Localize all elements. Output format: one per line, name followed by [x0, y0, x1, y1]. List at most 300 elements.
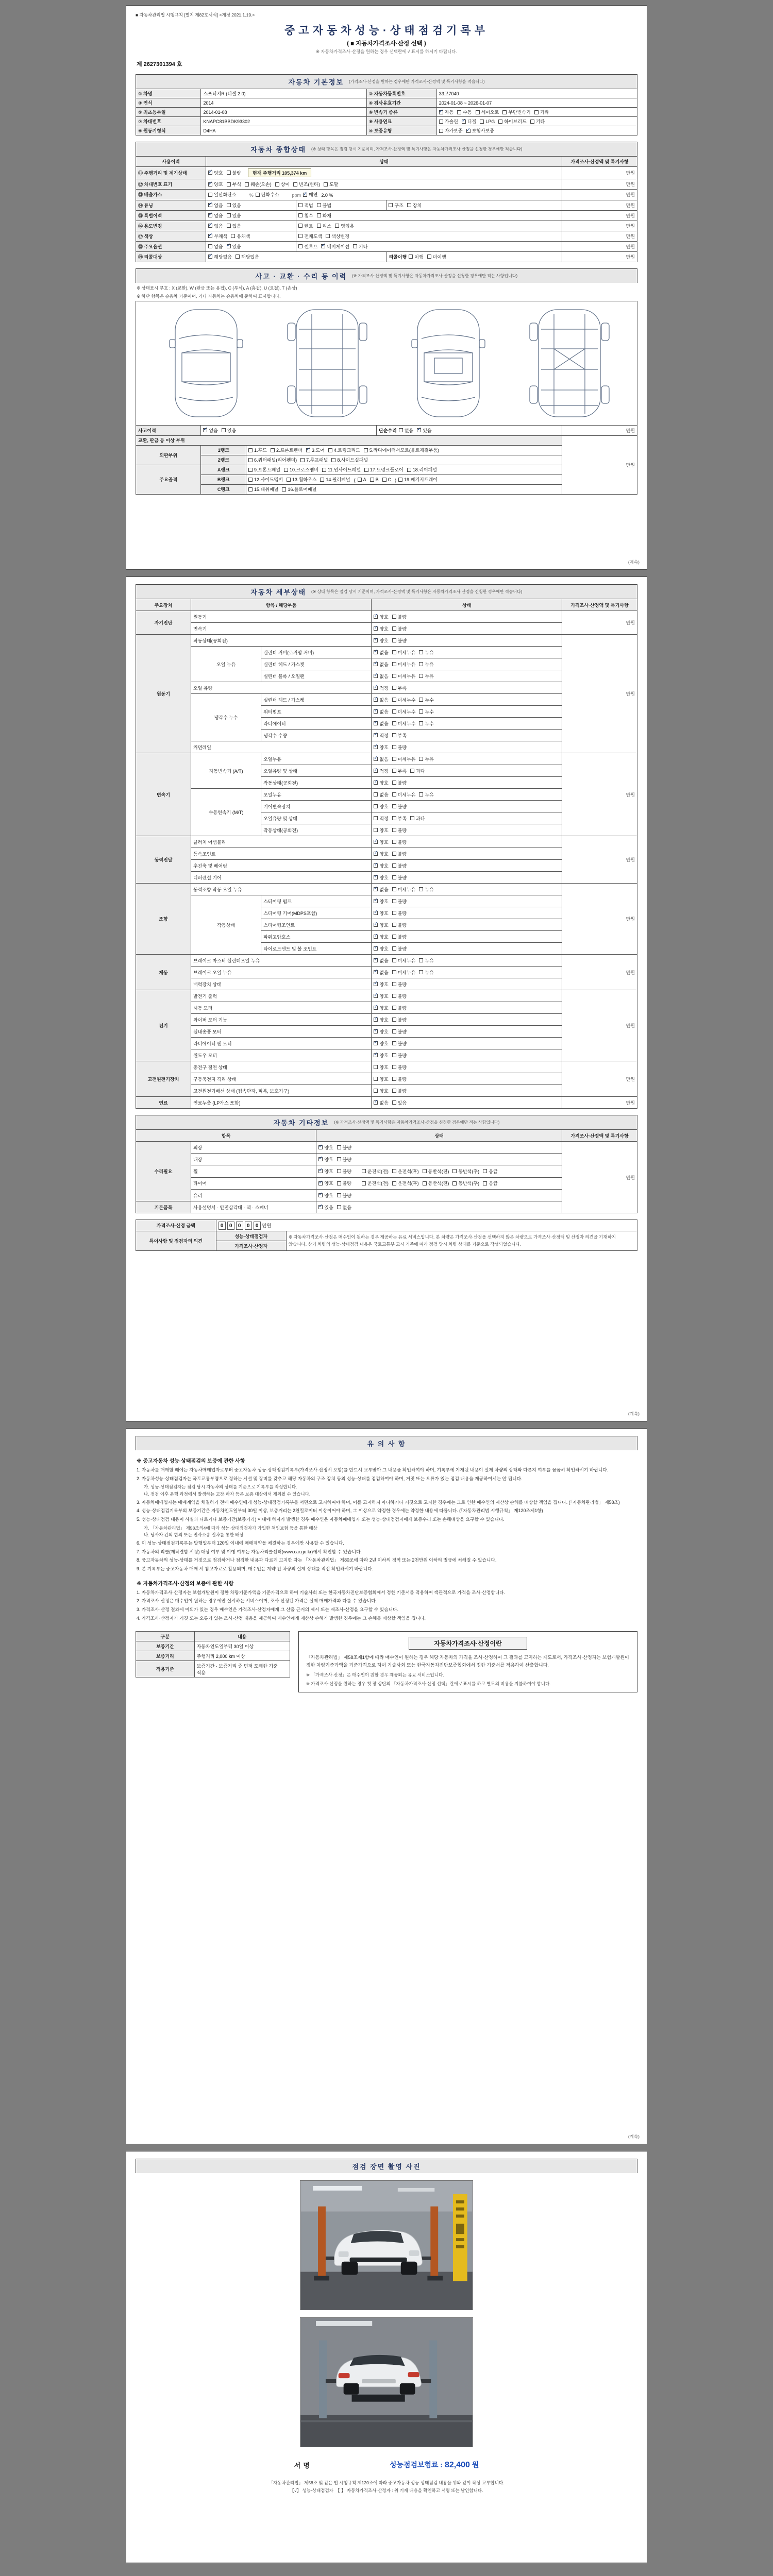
checkbox-label: 적법 — [304, 202, 313, 208]
table-cell: 상태 — [316, 1130, 562, 1142]
checkbox-label: 해당있음 — [241, 254, 259, 260]
checkbox-label: 누유 — [425, 970, 434, 975]
checkbox-option — [392, 1005, 407, 1011]
unchecked-checkbox-icon — [427, 255, 431, 259]
checkbox-option — [374, 934, 388, 940]
checkbox-option — [392, 756, 416, 762]
table-row — [136, 126, 637, 135]
checkbox-label: 불량 — [342, 1145, 352, 1150]
checkbox-option — [423, 1168, 449, 1175]
table-cell: 가격조사·산정 금액 — [136, 1220, 216, 1231]
checkbox-label: 없음 — [379, 721, 389, 726]
checkbox-option — [392, 673, 416, 680]
checkbox-label: 양호 — [379, 934, 389, 940]
checked-checkbox-icon — [374, 899, 378, 903]
unchecked-checkbox-icon — [410, 769, 414, 773]
unchecked-checkbox-icon — [483, 1181, 487, 1185]
checkbox-option — [374, 1099, 388, 1106]
table-cell: 디퍼렌셜 기어 — [191, 872, 372, 884]
table-cell — [372, 635, 562, 647]
checkbox-label: 기타 — [540, 110, 549, 115]
section-title-notices: 유 의 사 항 — [367, 1440, 406, 1448]
checkbox-option — [227, 202, 241, 209]
unchecked-checkbox-icon — [392, 626, 396, 631]
table-row — [136, 884, 637, 895]
table-cell: 자동변속기 (A/T) — [191, 753, 261, 789]
checkbox-option — [419, 708, 433, 715]
table-cell: 오일 누유 — [191, 647, 261, 682]
unchecked-checkbox-icon — [389, 203, 393, 207]
table-cell: 고전원전기배선 상태 (접속단자, 피복, 보호기구) — [191, 1085, 372, 1097]
checkbox-option — [231, 233, 250, 240]
table-cell: 사용설명서 · 안전삼각대 · 잭 · 스패너 — [191, 1201, 316, 1213]
unchecked-checkbox-icon — [392, 875, 396, 879]
definition-title: 자동차가격조사·산정이란 — [409, 1637, 527, 1650]
checkbox-label: 유채색 — [237, 233, 250, 239]
checkbox-label: 미세누유 — [397, 970, 416, 975]
unchecked-checkbox-icon — [374, 816, 378, 820]
checkbox-option — [374, 898, 388, 905]
table-cell: 만원 — [562, 200, 637, 210]
unchecked-checkbox-icon — [227, 213, 231, 217]
checked-checkbox-icon — [466, 129, 470, 133]
checkbox-option — [392, 1099, 407, 1106]
checked-checkbox-icon — [374, 615, 378, 619]
table-cell: ⑫ 차대번호 표기 — [136, 179, 206, 190]
checkbox-label: 불량 — [342, 1168, 352, 1174]
checkbox-label: 도말 — [329, 182, 339, 187]
table-cell: 작동상태 — [191, 895, 261, 955]
checkbox-label: 양호 — [379, 827, 389, 833]
table-cell: 구동축전지 격리 상태 — [191, 1073, 372, 1085]
definition-note-2: ※ 가격조사·산정을 원하는 경우 첫 장 상단의 「자동차가격조사·산정 선택」란에 √ 표시를 하고 별도의 비용을 지불하여야 합니다. — [306, 1681, 551, 1686]
unchecked-checkbox-icon — [392, 1100, 396, 1105]
unchecked-checkbox-icon — [392, 935, 396, 939]
table-row — [136, 1220, 637, 1231]
notices-body — [136, 1456, 637, 1622]
unchecked-checkbox-icon — [392, 781, 396, 785]
checkbox-option — [208, 233, 227, 240]
checkbox-option — [392, 661, 416, 668]
digit-box: 0 — [219, 1222, 226, 1230]
unchecked-checkbox-icon — [335, 224, 339, 228]
checked-checkbox-icon — [374, 721, 378, 725]
checkbox-option — [318, 1156, 333, 1163]
inspection-photo-front — [300, 2180, 473, 2310]
unchecked-checkbox-icon — [534, 110, 539, 114]
table-cell: 만원 — [562, 241, 637, 251]
table-row — [136, 231, 637, 241]
checked-checkbox-icon — [208, 224, 212, 228]
table-cell: 변속기 — [191, 623, 372, 635]
checkbox-option — [392, 910, 407, 917]
table-cell — [372, 1073, 562, 1085]
checkbox-option — [374, 791, 388, 798]
unchecked-checkbox-icon — [227, 171, 231, 175]
text: 만원 — [262, 1223, 272, 1228]
table-cell: 스티어링 펌프 — [261, 895, 372, 907]
checkbox-option — [298, 243, 317, 250]
checkbox-label: 불량 — [397, 780, 407, 786]
digit-box: 0 — [236, 1222, 243, 1230]
checkbox-label: 8.사이드실패널 — [337, 457, 368, 463]
checkbox-option — [417, 427, 431, 434]
checkbox-option — [337, 1144, 351, 1151]
checkbox-option — [419, 673, 433, 680]
unchecked-checkbox-icon — [245, 182, 249, 187]
checkbox-label: 없음 — [379, 697, 389, 703]
unchecked-checkbox-icon — [419, 958, 423, 962]
table-cell: 커먼레일 — [191, 741, 372, 753]
checkbox-option — [483, 1168, 497, 1175]
table-cell: 만원 — [562, 611, 637, 635]
table-row — [136, 435, 637, 445]
checkbox-option — [374, 732, 388, 739]
unchecked-checkbox-icon — [231, 234, 235, 238]
checkbox-option — [392, 1052, 407, 1059]
definition-body: 「자동차관리법」 제58조제1항에 따라 매수인이 원하는 경우 해당 자동차의 가격을 조사·산정하여 그 결과를 고지하는 제도로서, 가격조사·산정자는 보험개발원이 정한 차량기준가액을 기준가격으로 하여 기술사회 또는 한국자동차진단보증협회에서 정한 기준서를 적용하여 산출합니다. — [306, 1655, 629, 1668]
checkbox-label: 누유 — [425, 792, 434, 798]
footer-note-2: 【√】 성능·상태점검자 【 】 자동차가격조사·산정자 : 위 기재 내용을 확인하고 서명 또는 날인합니다. — [290, 2488, 483, 2494]
unchecked-checkbox-icon — [392, 674, 396, 678]
unchecked-checkbox-icon — [392, 887, 396, 891]
checked-checkbox-icon — [374, 982, 378, 986]
checkbox-label: 누유 — [425, 673, 434, 679]
table-row — [136, 599, 637, 611]
table-cell — [372, 836, 562, 848]
continued-marker-2: (계속) — [628, 1411, 640, 1416]
table-cell — [316, 1201, 562, 1213]
table-cell: ⑤ 최초등록일 — [136, 108, 201, 117]
checkbox-option — [427, 253, 446, 260]
checkbox-label: 네비게이션 — [327, 244, 349, 249]
checkbox-label: 무채색 — [214, 233, 228, 239]
checkbox-label: 동반석(후) — [458, 1181, 480, 1186]
table-row — [136, 1632, 290, 1641]
unchecked-checkbox-icon — [392, 946, 396, 951]
unchecked-checkbox-icon — [320, 478, 324, 482]
checkbox-option — [374, 661, 388, 668]
checked-checkbox-icon — [208, 255, 212, 259]
checkbox-option — [452, 1180, 479, 1187]
diagram-exterior-top-view — [170, 310, 243, 417]
checked-checkbox-icon — [374, 935, 378, 939]
checkbox-option — [392, 649, 416, 656]
checkbox-option — [364, 466, 404, 473]
checkbox-option — [317, 223, 331, 229]
checkbox-option — [287, 476, 316, 483]
table-cell: 가격조사·산정자 — [216, 1241, 286, 1251]
checkbox-option — [318, 1204, 333, 1211]
unchecked-checkbox-icon — [317, 213, 321, 217]
checkbox-option — [374, 697, 388, 703]
table-row — [136, 1651, 290, 1661]
text: ) — [395, 477, 397, 483]
checked-checkbox-icon — [374, 887, 378, 891]
checkbox-label: 불량 — [397, 638, 407, 643]
unchecked-checkbox-icon — [392, 745, 396, 749]
checkbox-label: 양호 — [379, 638, 389, 643]
checkbox-option — [337, 1168, 351, 1175]
table-cell: 성능·상태점검자 — [216, 1231, 286, 1241]
checkbox-option — [452, 1168, 479, 1175]
checkbox-label: 19.패키지트레이 — [404, 477, 438, 482]
checkbox-label: 없음 — [379, 1100, 389, 1106]
signature-label: 서명 — [294, 2461, 312, 2469]
table-cell — [372, 895, 562, 907]
checkbox-option — [364, 447, 439, 453]
table-cell: 수동변속기 (M/T) — [191, 789, 261, 836]
checkbox-label: 있음 — [423, 428, 432, 433]
checkbox-option — [398, 476, 438, 483]
unchecked-checkbox-icon — [222, 428, 226, 432]
table-cell — [372, 860, 562, 872]
table-cell — [377, 426, 562, 436]
checkbox-option — [407, 202, 422, 209]
checkbox-label: 양호 — [379, 1088, 389, 1094]
checkbox-option — [256, 191, 279, 198]
table-cell: 타이어 — [191, 1177, 316, 1190]
unchecked-checkbox-icon — [236, 255, 240, 259]
checkbox-option — [419, 791, 433, 798]
checkbox-option — [236, 253, 259, 260]
unchecked-checkbox-icon — [392, 1041, 396, 1045]
checkbox-label: 17.트렁크플로어 — [370, 467, 404, 472]
table-cell: 상태 — [372, 599, 562, 611]
checkbox-label: 운전석(전) — [367, 1181, 389, 1186]
table-cell — [372, 765, 562, 777]
table-cell — [296, 210, 562, 221]
lift-post-left — [318, 2207, 326, 2278]
section-title-detail-condition: 자동차 세부상태 — [250, 588, 307, 596]
checked-checkbox-icon — [462, 120, 466, 124]
price-survey-select-note: ※ 자동차가격조사·산정을 원하는 경우 선택란에 √ 표시를 하시기 바랍니다. — [316, 49, 457, 54]
checkbox-option — [227, 170, 241, 176]
continued-marker-3: (계속) — [628, 2134, 640, 2139]
unchecked-checkbox-icon — [480, 120, 484, 124]
checkbox-label: 무단변속기 — [508, 110, 531, 115]
checkbox-option — [370, 477, 379, 482]
table-cell — [372, 1061, 562, 1073]
checked-checkbox-icon — [374, 923, 378, 927]
definition-note-1: ※ 「가격조사·산정」은 매수인이 원할 경우 제공되는 유료 서비스입니다. — [306, 1672, 444, 1677]
table-cell — [316, 1154, 562, 1165]
table-cell: ⑯ 용도변경 — [136, 221, 206, 231]
checkbox-option — [298, 212, 313, 219]
checkbox-label: 동반석(전) — [428, 1168, 449, 1174]
table-cell: 고전원전기장치 — [136, 1061, 191, 1097]
checkbox-label: 기타 — [358, 244, 368, 249]
checkbox-label: 누유 — [425, 662, 434, 667]
checkbox-option — [374, 673, 388, 680]
checkbox-label: 2.프론트펜더 — [276, 448, 303, 453]
page-3 — [126, 1428, 647, 2144]
table-cell — [296, 231, 562, 241]
unchecked-checkbox-icon — [382, 478, 386, 482]
checkbox-label: 적정 — [379, 768, 389, 774]
unchecked-checkbox-icon — [374, 828, 378, 832]
unchecked-checkbox-icon — [275, 182, 279, 187]
checkbox-option — [392, 697, 416, 703]
checkbox-label: 구조 — [394, 202, 404, 208]
checkbox-option — [466, 127, 494, 134]
checkbox-option — [358, 477, 366, 482]
unchecked-checkbox-icon — [392, 721, 396, 725]
table-cell — [246, 474, 562, 484]
unchecked-checkbox-icon — [298, 224, 303, 228]
checkbox-label: 불량 — [397, 744, 407, 750]
warranty-and-definition-row — [136, 1631, 637, 1692]
checkbox-label: 기타 — [535, 119, 545, 124]
checkbox-label: 불량 — [397, 851, 407, 857]
checkbox-option — [392, 779, 407, 786]
checkbox-label: 미세누유 — [397, 887, 416, 892]
checkbox-label: 양호 — [379, 614, 389, 620]
unchecked-checkbox-icon — [248, 458, 253, 462]
checkbox-option — [419, 969, 433, 976]
digit-box: 0 — [227, 1222, 234, 1230]
table-cell: 보증거리 — [136, 1651, 195, 1661]
table-cell: 실내송풍 모터 — [191, 1026, 372, 1038]
fee-label: 성능점검보험료 : — [389, 2461, 443, 2469]
checkbox-label: 불량 — [397, 922, 407, 928]
table-cell: 자동차인도일부터 30일 이상 — [194, 1641, 290, 1651]
checkbox-option — [392, 625, 407, 632]
table-cell — [372, 718, 562, 730]
table-cell: 만원 — [562, 210, 637, 221]
table-cell: 내장 — [191, 1154, 316, 1165]
table-cell: ⑰ 색상 — [136, 231, 206, 241]
checkbox-label: 불량 — [397, 839, 407, 845]
unchecked-checkbox-icon — [337, 1169, 341, 1173]
unchecked-checkbox-icon — [392, 1089, 396, 1093]
checkbox-option — [227, 223, 241, 229]
table-row — [136, 990, 637, 1002]
table-cell: 적용기준 — [136, 1661, 195, 1677]
unchecked-checkbox-icon — [331, 458, 335, 462]
table-row — [136, 1061, 637, 1073]
checkbox-option — [374, 1076, 388, 1082]
table-cell — [246, 455, 562, 465]
notice-heading: ※ 자동차가격조사·산정의 보증에 관한 사항 — [137, 1581, 234, 1587]
checked-checkbox-icon — [374, 781, 378, 785]
table-cell — [372, 812, 562, 824]
unchecked-checkbox-icon — [337, 1181, 341, 1185]
checkbox-label: 불량 — [397, 863, 407, 869]
checkbox-label: 부족 — [397, 733, 407, 738]
table-cell: ⑱ 주요옵션 — [136, 241, 206, 251]
checkbox-option — [362, 1180, 389, 1187]
table-cell: ⑮ 특별이력 — [136, 210, 206, 221]
table-row — [136, 98, 637, 108]
checkbox-option — [392, 981, 407, 988]
unchecked-checkbox-icon — [452, 1169, 457, 1173]
table-row — [136, 955, 637, 967]
unchecked-checkbox-icon — [498, 120, 502, 124]
continued-marker-1: (계속) — [628, 560, 640, 565]
table-row — [136, 221, 637, 231]
checkbox-option — [530, 118, 545, 125]
checkbox-option — [392, 1016, 407, 1023]
table-cell — [372, 919, 562, 931]
checkbox-option — [320, 476, 350, 483]
unchecked-checkbox-icon — [392, 958, 396, 962]
checked-checkbox-icon — [203, 428, 207, 432]
table-row — [136, 1661, 290, 1677]
checkbox-label: 불량 — [397, 1064, 407, 1070]
fee-unit: 원 — [472, 2461, 479, 2469]
etc-info-table — [136, 1129, 637, 1213]
section-header-photos — [136, 2159, 637, 2173]
checkbox-label: 없음 — [379, 958, 389, 963]
table-cell: 외장 — [191, 1142, 316, 1154]
table-cell: ① 차명 — [136, 89, 201, 98]
table-cell — [436, 108, 637, 117]
checked-checkbox-icon — [374, 709, 378, 714]
checked-checkbox-icon — [208, 234, 212, 238]
checkbox-label: C — [388, 477, 392, 482]
table-cell: ② 자동차등록번호 — [366, 89, 436, 98]
checkbox-option — [374, 1088, 388, 1094]
checkbox-label: 미세누수 — [397, 721, 416, 726]
table-cell: 주요골격 — [136, 465, 201, 494]
table-cell: 클러치 어셈블리 — [191, 836, 372, 848]
checkbox-option — [248, 466, 280, 473]
checkbox-label: 없음 — [342, 1205, 352, 1210]
checked-checkbox-icon — [374, 852, 378, 856]
checkbox-label: 없음 — [379, 792, 389, 798]
checkbox-label: 양호 — [379, 804, 389, 809]
checkbox-label: 9.프론트패널 — [254, 467, 281, 472]
checked-checkbox-icon — [318, 1193, 323, 1197]
checkbox-label: 불량 — [397, 1041, 407, 1046]
checkbox-label: 미세누유 — [397, 673, 416, 679]
checkbox-option — [399, 427, 413, 434]
checkbox-option — [392, 1064, 407, 1071]
notice-item: 3. 가격조사·산정 결과에 이의가 있는 경우 매수인은 가격조사·산정자에게 그 산출 근거의 제시 또는 재조사·산정을 요구할 수 있습니다. — [137, 1606, 399, 1612]
table-cell — [316, 1177, 562, 1190]
table-cell: 만원 — [562, 231, 637, 241]
table-row — [136, 1231, 637, 1241]
checkbox-label: 양호 — [379, 863, 389, 869]
table-cell — [296, 200, 386, 210]
checkbox-label: 불량 — [397, 1076, 407, 1082]
text: 단순수리 — [379, 428, 397, 433]
table-row — [136, 1142, 637, 1154]
checked-checkbox-icon — [374, 1006, 378, 1010]
checked-checkbox-icon — [374, 1018, 378, 1022]
unchecked-checkbox-icon — [392, 615, 396, 619]
document-number-row — [137, 60, 636, 68]
table-cell — [372, 848, 562, 860]
damage-code-legend: ※ 상태표시 부호 : X (교환), W (판금 또는 용접), C (부식), A (흠집), U (요철), T (손상) — [137, 285, 297, 291]
table-cell — [372, 872, 562, 884]
table-row — [136, 190, 637, 200]
unchecked-checkbox-icon — [284, 468, 288, 472]
checkbox-option — [208, 202, 223, 209]
section-note-etc-info: (※ 가격조사·산정액 및 특기사항은 자동차가격조사·산정을 신청한 경우에만 적는 사항입니다) — [334, 1120, 500, 1125]
checkbox-option — [362, 1168, 389, 1175]
checked-checkbox-icon — [374, 650, 378, 654]
table-cell — [372, 1014, 562, 1026]
checkbox-option — [208, 253, 232, 260]
table-cell: 작동상태(공회전) — [261, 824, 372, 836]
price-survey-select-label: ( ■ 자동차가격조사·산정 선택 ) — [347, 41, 426, 47]
checkbox-label: 응급 — [489, 1181, 498, 1186]
unchecked-checkbox-icon — [419, 698, 423, 702]
checkbox-option — [419, 886, 433, 893]
table-cell: 제동 — [136, 955, 191, 990]
